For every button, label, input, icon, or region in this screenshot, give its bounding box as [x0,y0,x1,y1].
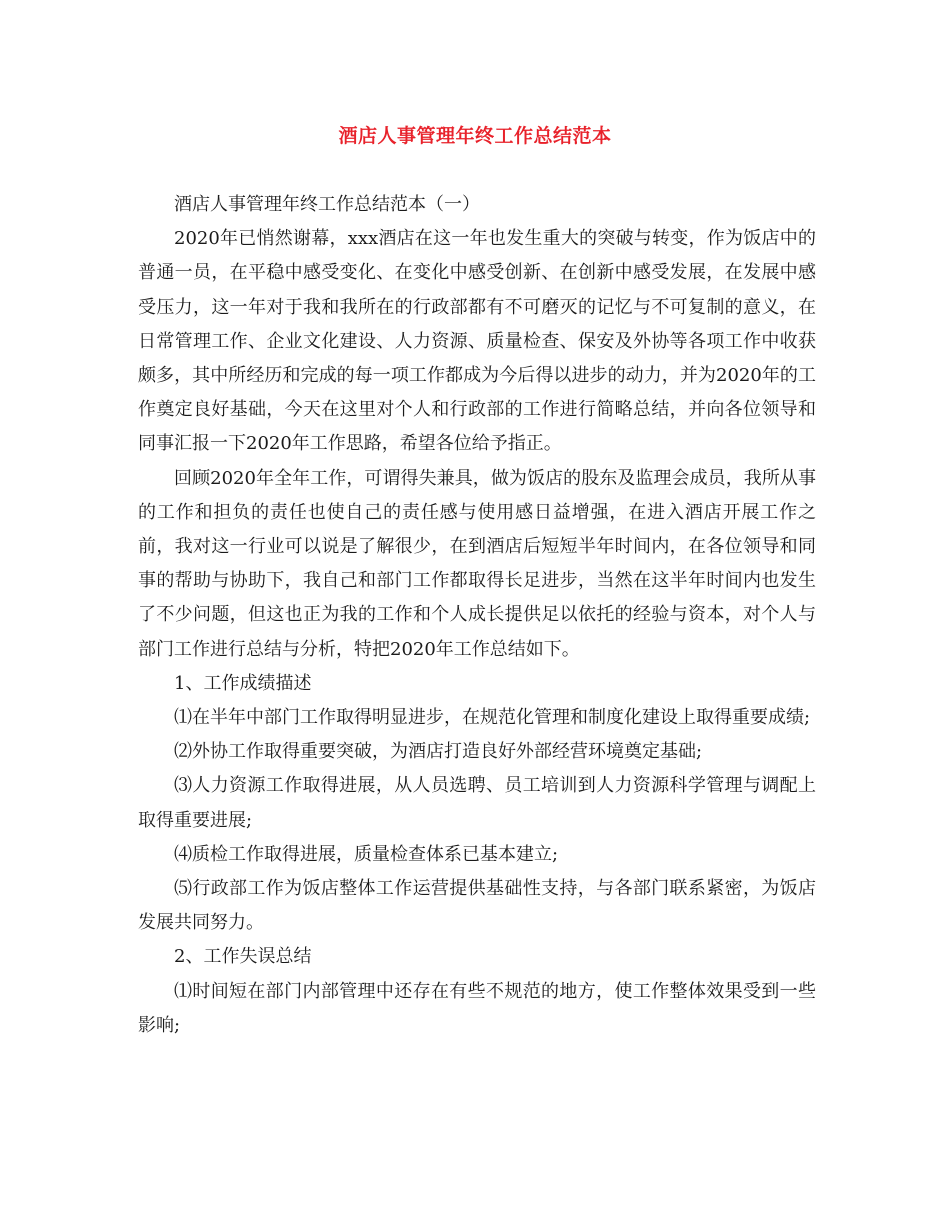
section-heading: 酒店人事管理年终工作总结范本（一） [174,194,480,215]
subheading-shortcomings: 2、工作失误总结 [174,946,312,968]
list-item: ⑴时间短在部门内部管理中还存在有些不规范的地方，使工作整体效果受到一些影响; [138,980,816,1036]
paragraph-intro: 2020年已悄然谢幕，xxx酒店在这一年也发生重大的突破与转变，作为饭店中的普通一员，在平稳中感受变化、在变化中感受创新、在创新中感受发展，在发展中感受压力，这一年对于我和我所在的行政部都有不可磨灭的记忆与不可复制的意义，在日常管理工作、企业文化建设、人力资源、质量检查、保安及外协等各项工作中收获颇多，其中所经历和完成的每一项工作都成为今后得以进步的动力，并为2020年的工作奠定良好基础，今天在这里对个人和行政部的工作进行简略总结，并向各位领导和同事汇报一下2020年工作思路，希望各位给予指正。 [138,228,816,455]
document-body [138,188,816,1043]
document-title: 酒店人事管理年终工作总结范本 [338,125,612,147]
list-item: ⑴在半年中部门工作取得明显进步，在规范化管理和制度化建设上取得重要成绩; [174,707,811,729]
list-item: ⑶人力资源工作取得进展，从人员选聘、员工培训到人力资源科学管理与调配上取得重要进展; [138,775,816,831]
subheading-achievements: 1、工作成绩描述 [174,672,312,694]
list-item: ⑷质检工作取得进展，质量检查体系已基本建立; [174,843,559,865]
list-item: ⑸行政部工作为饭店整体工作运营提供基础性支持，与各部门联系紧密，为饭店发展共同努力。 [138,878,816,934]
list-item: ⑵外协工作取得重要突破，为酒店打造良好外部经营环境奠定基础; [174,741,703,763]
paragraph-review: 回顾2020年全年工作，可谓得失兼具，做为饭店的股东及监理会成员，我所从事的工作和担负的责任也使自己的责任感与使用感日益增强，在进入酒店开展工作之前，我对这一行业可以说是了解很少，在到酒店后短短半年时间内，在各位领导和同事的帮助与协助下，我自己和部门工作都取得长足进步，当然在这半年时间内也发生了不少问题，但这也正为我的工作和个人成长提供足以依托的经验与资本，对个人与部门工作进行总结与分析，特把2020年工作总结如下。 [138,467,816,660]
